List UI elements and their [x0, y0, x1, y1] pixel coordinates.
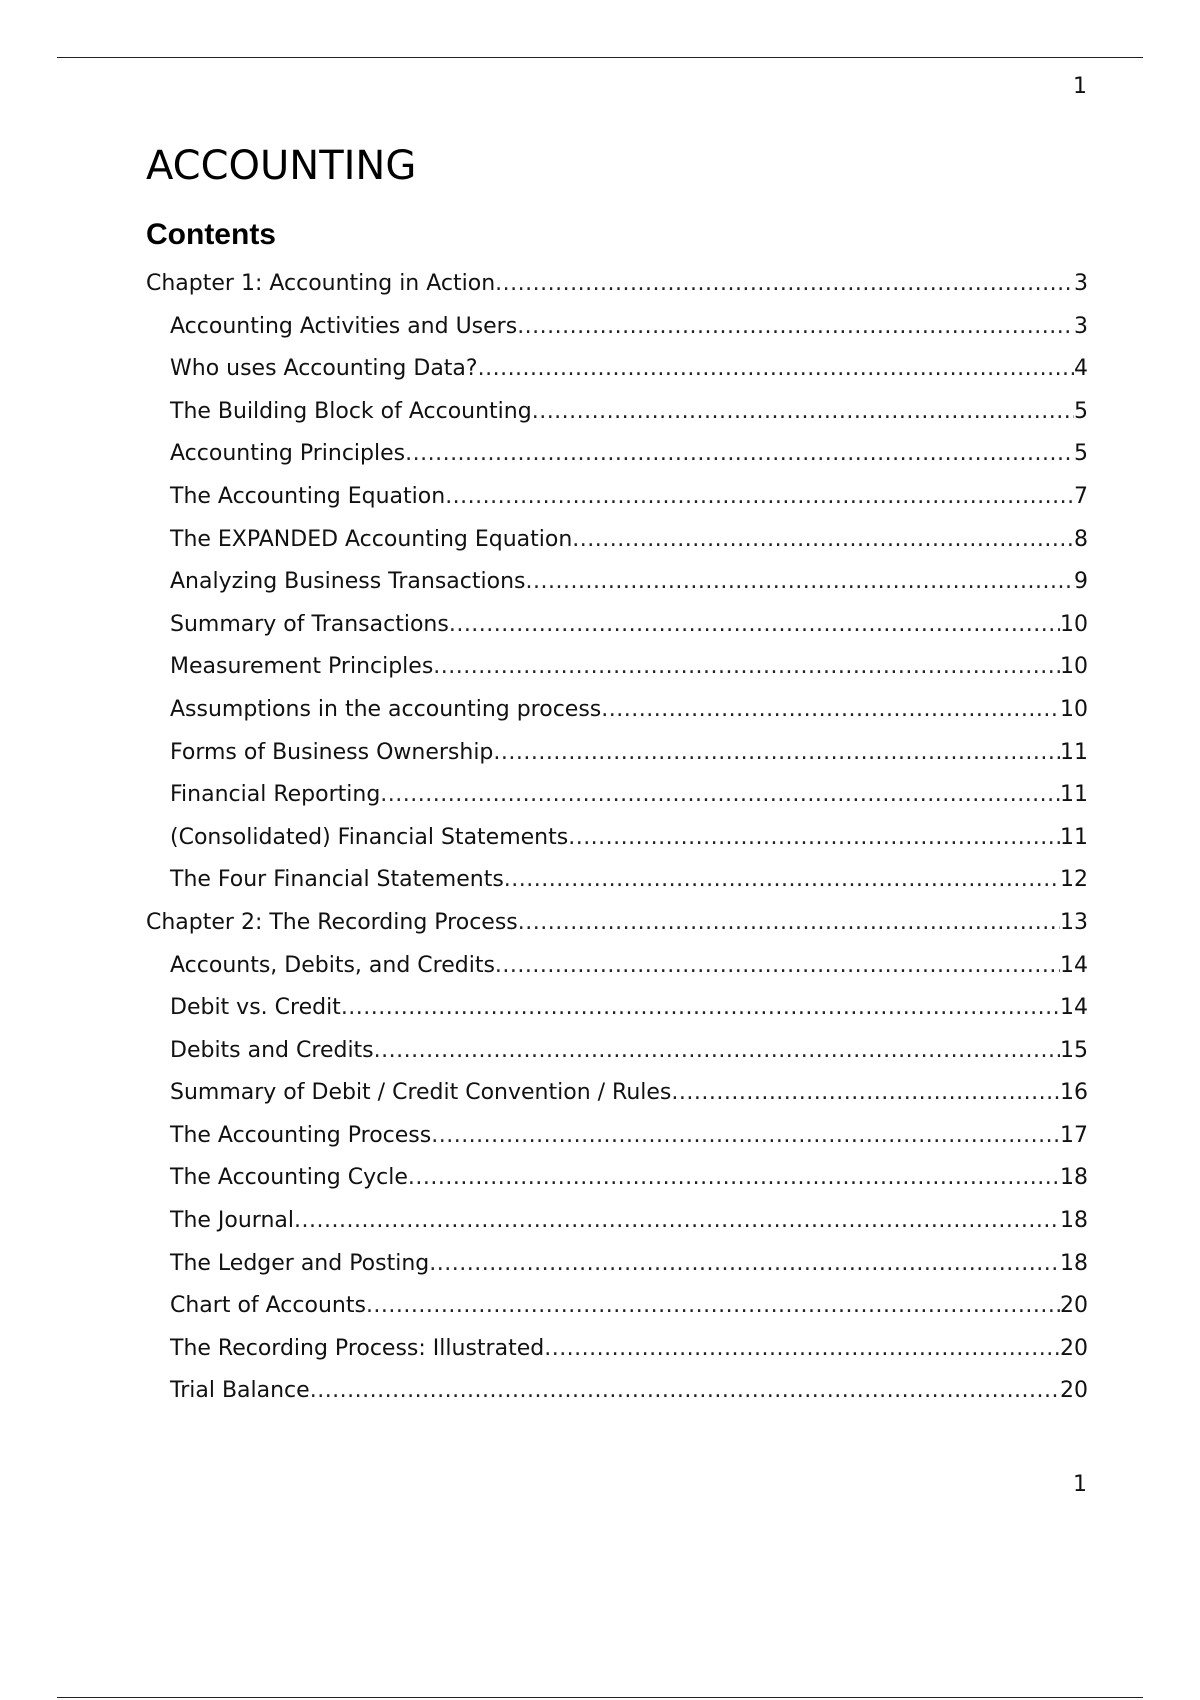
toc-section-entry[interactable] [146, 1157, 1088, 1200]
toc-dot-leader [495, 945, 1060, 988]
toc-entry-label: The Accounting Cycle [170, 1165, 408, 1191]
toc-entry-label: Financial Reporting [170, 782, 381, 808]
header-page-number: 1 [1073, 74, 1087, 99]
toc-dot-leader [568, 817, 1060, 860]
toc-section-entry[interactable] [146, 1243, 1088, 1286]
toc-section-entry[interactable] [146, 1072, 1088, 1115]
toc-dot-leader [493, 732, 1060, 775]
toc-entry-page-number: 20 [1060, 1293, 1088, 1319]
toc-section-entry[interactable] [146, 732, 1088, 775]
toc-entry-label: Trial Balance [170, 1378, 310, 1404]
toc-entry-label: The Building Block of Accounting [170, 398, 532, 424]
toc-entry-label: Debit vs. Credit [170, 995, 341, 1021]
toc-dot-leader [310, 1370, 1060, 1413]
toc-entry-page-number: 13 [1060, 909, 1088, 935]
toc-section-entry[interactable] [146, 1285, 1088, 1328]
toc-entry-page-number: 10 [1060, 654, 1088, 680]
toc-entry-label: Accounting Activities and Users [170, 313, 518, 339]
toc-dot-leader [495, 263, 1074, 306]
toc-entry-page-number: 3 [1074, 271, 1088, 296]
toc-section-entry[interactable] [146, 1328, 1088, 1371]
toc-entry-page-number: 18 [1060, 1165, 1088, 1191]
header-rule [57, 57, 1143, 58]
toc-entry-label: Chart of Accounts [170, 1293, 366, 1319]
toc-section-entry[interactable] [146, 519, 1088, 562]
toc-entry-label: Summary of Debit / Credit Convention / Rules [170, 1080, 672, 1106]
toc-entry-label: The Four Financial Statements [170, 867, 504, 893]
toc-entry-label: (Consolidated) Financial Statements [170, 824, 569, 850]
toc-entry-label: The EXPANDED Accounting Equation [170, 526, 573, 552]
toc-dot-leader [532, 391, 1074, 434]
toc-entry-page-number: 11 [1060, 739, 1088, 765]
toc-entry-label: The Accounting Equation [170, 483, 446, 509]
toc-dot-leader [429, 1243, 1060, 1286]
toc-entry-page-number: 15 [1060, 1037, 1088, 1063]
toc-section-entry[interactable] [146, 1115, 1088, 1158]
toc-entry-page-number: 14 [1060, 952, 1088, 978]
toc-entry-page-number: 9 [1074, 569, 1088, 595]
toc-section-entry[interactable] [146, 945, 1088, 988]
toc-entry-label: Accounting Principles [170, 441, 406, 467]
document-title: ACCOUNTING [146, 143, 417, 189]
toc-entry-page-number: 7 [1074, 483, 1088, 509]
toc-chapter-entry[interactable] [146, 902, 1088, 945]
toc-entry-page-number: 4 [1074, 356, 1088, 382]
toc-entry-label: Analyzing Business Transactions [170, 569, 526, 595]
toc-section-entry[interactable] [146, 646, 1088, 689]
toc-dot-leader [517, 306, 1074, 349]
toc-dot-leader [433, 646, 1060, 689]
toc-dot-leader [478, 348, 1074, 391]
toc-entry-label: Chapter 2: The Recording Process [146, 909, 518, 935]
toc-entry-page-number: 8 [1074, 526, 1088, 552]
toc-entry-page-number: 10 [1060, 696, 1088, 722]
toc-chapter-entry[interactable] [146, 263, 1088, 306]
toc-entry-page-number: 5 [1074, 441, 1088, 467]
toc-entry-label: The Recording Process: Illustrated [170, 1335, 545, 1361]
toc-section-entry[interactable] [146, 689, 1088, 732]
toc-entry-label: Summary of Transactions [170, 611, 449, 637]
toc-section-entry[interactable] [146, 774, 1088, 817]
toc-section-entry[interactable] [146, 817, 1088, 860]
toc-section-entry[interactable] [146, 987, 1088, 1030]
footer-rule [57, 1697, 1143, 1698]
toc-dot-leader [518, 902, 1060, 945]
toc-entry-label: The Journal [170, 1208, 294, 1234]
toc-section-entry[interactable] [146, 306, 1088, 349]
toc-entry-page-number: 14 [1060, 995, 1088, 1021]
toc-entry-label: Measurement Principles [170, 654, 434, 680]
toc-entry-label: The Ledger and Posting [170, 1250, 430, 1276]
toc-dot-leader [408, 1157, 1060, 1200]
toc-entry-page-number: 5 [1074, 398, 1088, 424]
toc-entry-page-number: 3 [1074, 313, 1088, 339]
toc-dot-leader [445, 476, 1074, 519]
toc-dot-leader [526, 561, 1075, 604]
toc-dot-leader [374, 1030, 1060, 1073]
toc-entry-label: Debits and Credits [170, 1037, 374, 1063]
toc-section-entry[interactable] [146, 1030, 1088, 1073]
toc-dot-leader [341, 987, 1060, 1030]
toc-dot-leader [449, 604, 1060, 647]
toc-entry-page-number: 17 [1060, 1122, 1088, 1148]
toc-dot-leader [572, 519, 1074, 562]
toc-dot-leader [601, 689, 1060, 732]
toc-entry-page-number: 16 [1060, 1080, 1088, 1106]
toc-section-entry[interactable] [146, 561, 1088, 604]
toc-entry-label: Who uses Accounting Data? [170, 356, 478, 382]
toc-dot-leader [504, 859, 1060, 902]
toc-entry-label: Assumptions in the accounting process [170, 696, 602, 722]
toc-dot-leader [294, 1200, 1060, 1243]
toc-entry-label: Forms of Business Ownership [170, 739, 494, 765]
toc-section-entry[interactable] [146, 1370, 1088, 1413]
toc-dot-leader [405, 433, 1074, 476]
toc-entry-page-number: 11 [1060, 824, 1088, 850]
toc-section-entry[interactable] [146, 859, 1088, 902]
toc-entry-label: Chapter 1: Accounting in Action [146, 271, 496, 296]
toc-section-entry[interactable] [146, 1200, 1088, 1243]
toc-dot-leader [671, 1072, 1060, 1115]
toc-entry-page-number: 11 [1060, 782, 1088, 808]
toc-entry-page-number: 10 [1060, 611, 1088, 637]
toc-section-entry[interactable] [146, 604, 1088, 647]
toc-entry-page-number: 12 [1060, 867, 1088, 893]
toc-heading: Contents [146, 218, 276, 251]
toc-entry-page-number: 20 [1060, 1378, 1088, 1404]
toc-section-entry[interactable] [146, 391, 1088, 434]
toc-section-entry[interactable] [146, 433, 1088, 476]
toc-dot-leader [431, 1115, 1060, 1158]
toc-entry-page-number: 20 [1060, 1335, 1088, 1361]
toc-section-entry[interactable] [146, 348, 1088, 391]
toc-dot-leader [366, 1285, 1060, 1328]
toc-entry-page-number: 18 [1060, 1208, 1088, 1234]
toc-dot-leader [380, 774, 1060, 817]
toc-section-entry[interactable] [146, 476, 1088, 519]
footer-page-number: 1 [1073, 1472, 1087, 1497]
toc-dot-leader [544, 1328, 1060, 1371]
toc-entry-page-number: 18 [1060, 1250, 1088, 1276]
toc-entry-label: Accounts, Debits, and Credits [170, 952, 495, 978]
table-of-contents [146, 263, 1088, 1413]
toc-entry-label: The Accounting Process [170, 1122, 432, 1148]
